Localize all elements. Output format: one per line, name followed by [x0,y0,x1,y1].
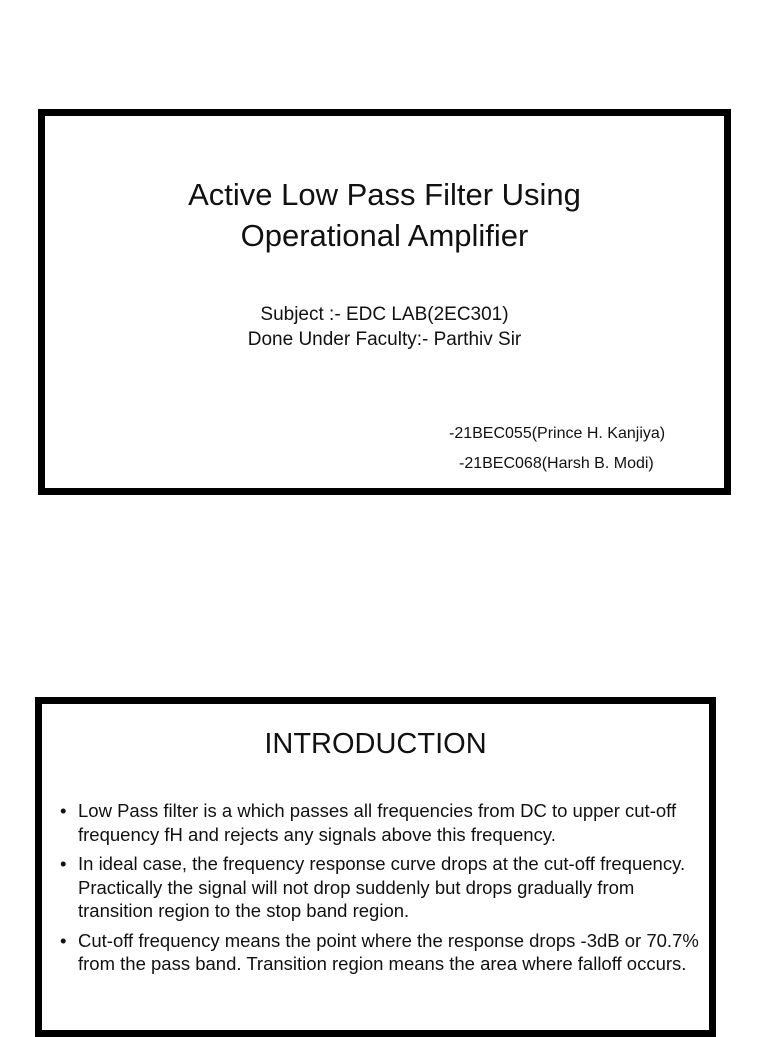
bullet-item [56,929,703,976]
introduction-slide [35,697,716,1037]
author-2: -21BEC068(Harsh B. Modi) [459,455,654,472]
bullet-item [56,852,703,923]
title-line-1: Active Low Pass Filter Using [188,177,581,212]
subject-line: Subject :- EDC LAB(2EC301) [260,304,509,325]
subtitle-block [45,302,724,352]
bullet-dot-icon: • [60,800,67,821]
title-slide [38,109,731,495]
bullet-dot-icon: • [60,929,67,951]
bullet-list [56,799,703,982]
presentation-title [45,174,724,256]
introduction-title: INTRODUCTION [264,728,487,760]
bullet-text: Low Pass filter is a which passes all frequencies from DC to upper cut-off frequency fH and rejects any signals above this frequency. [78,800,677,845]
faculty-line: Done Under Faculty:- Parthiv Sir [247,329,522,350]
bullet-text: Cut-off frequency means the point where the response drops -3dB or 70.7% from the pass band. Transition region means the area where falloff occurs. [78,929,699,974]
authors-block [449,419,665,479]
bullet-item [56,799,703,846]
bullet-dot-icon: • [60,853,67,874]
bullet-text: In ideal case, the frequency response curve drops at the cut-off frequency. Practically the signal will not drop suddenly but drops gradually from transition region to the stop band region. [78,853,686,921]
title-line-2: Operational Amplifier [240,218,529,253]
author-1: -21BEC055(Prince H. Kanjiya) [449,425,666,442]
